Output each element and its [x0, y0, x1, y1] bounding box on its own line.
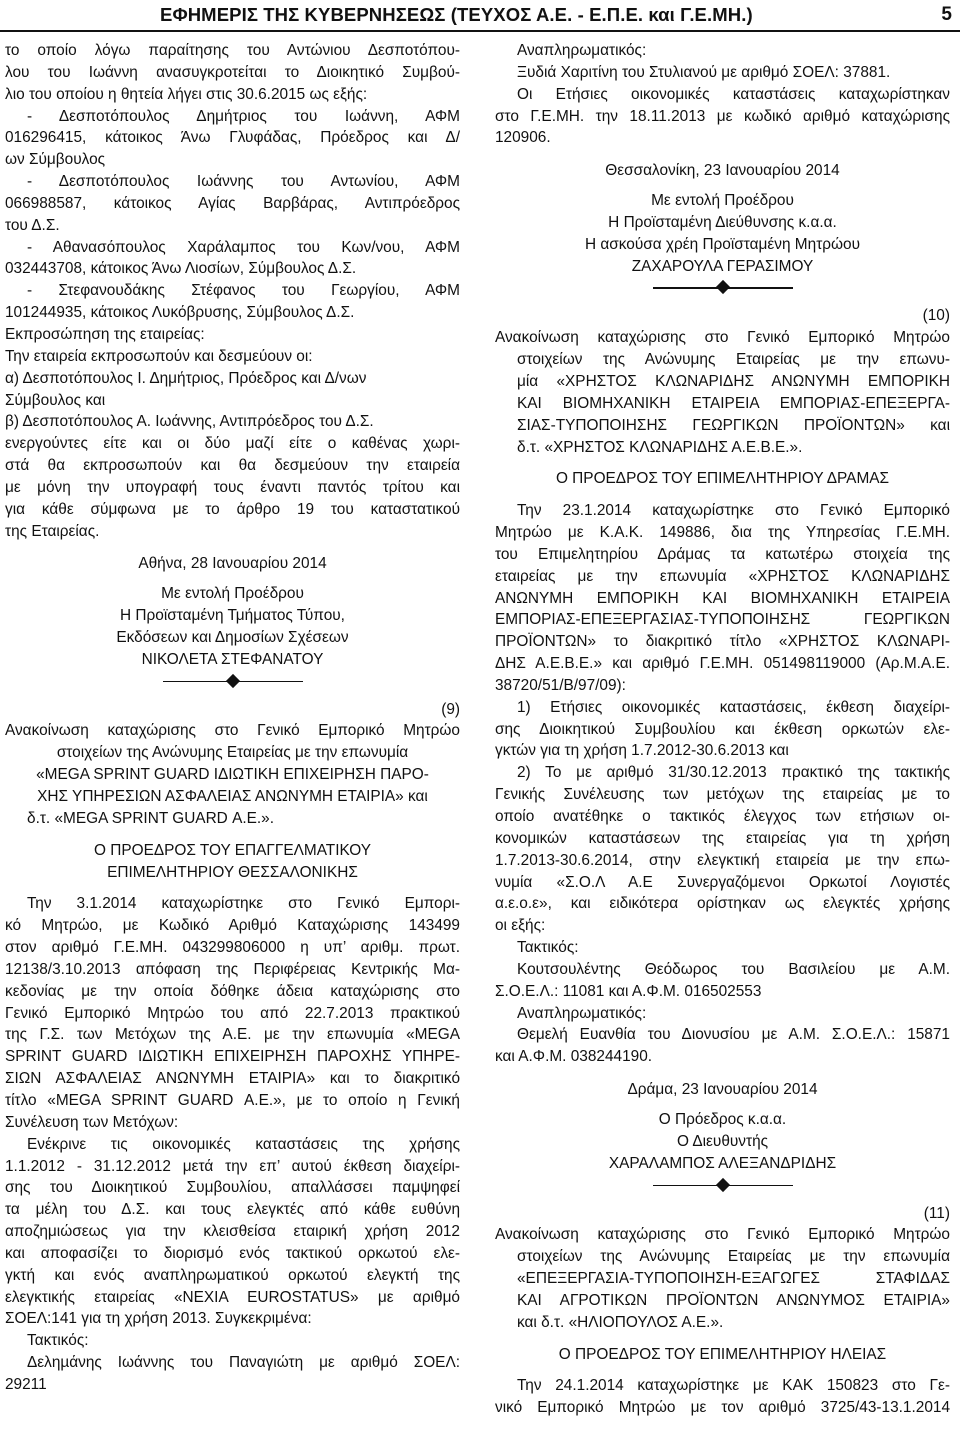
centered-text-line: Θεσσαλονίκη, 23 Ιανουαρίου 2014	[605, 162, 840, 180]
text-line: στοιχείων της Ανώνυμης Εταιρείας με την επωνυ-	[517, 351, 950, 369]
text-line: το οποίο λόγω παραίτησης του Αντώνιου Δεσποτόπου-	[5, 42, 460, 59]
text-line: 120906.	[495, 129, 551, 147]
text-line: νυμία «Σ.Ο.Λ Α.Ε Συνεργαζόμενοι Ορκωτοί Λογιστές	[495, 873, 950, 891]
text-line: β) Δεσποτόπουλος Α. Ιωάννης, Αντιπρόεδρος του Δ.Σ.	[5, 413, 374, 431]
notice-number: (10)	[922, 307, 950, 325]
text-line: Σ.Ο.Ε.Λ.: 11081 και Α.Φ.Μ. 016502553	[495, 982, 762, 1000]
text-line: δ.τ. «MEGA SPRINT GUARD Α.Ε.».	[27, 809, 274, 827]
text-line: γκτών για τη χρήση 1.7.2012-30.6.2013 και	[495, 742, 789, 760]
left-column	[5, 40, 460, 1396]
right-column	[495, 40, 950, 1419]
centered-text-line: Ο ΠΡΟΕΔΡΟΣ ΤΟΥ ΕΠΑΓΓΕΛΜΑΤΙΚΟΥ	[93, 841, 372, 859]
text-line: Τακτικός:	[517, 939, 579, 957]
centered-text-line: Ο Πρόεδρος κ.α.α.	[658, 1110, 787, 1128]
diamond-ornament-icon	[225, 674, 239, 688]
text-line: σης Διοικητικού Συμβουλίου και έκθεση ορκωτών ελε-	[495, 720, 950, 738]
text-line: Την 3.1.2014 καταχωρίστηκε στο Γενικό Εμπορι-	[27, 895, 460, 913]
text-line: της Εταιρείας.	[5, 522, 100, 540]
header-rule	[0, 30, 960, 32]
paragraph-gap	[495, 182, 950, 190]
diamond-ornament-icon	[715, 280, 729, 294]
text-line: κεδονίας με την οποία δόθηκε άδεια καταχώρισης στο	[5, 982, 460, 1000]
text-line: Σύμβουλος και	[5, 391, 106, 409]
text-line: και δ.τ. «ΗΛΙΟΠΟΥΛΟΣ Α.Ε.».	[517, 1313, 724, 1331]
text-line: 066988587, κάτοικος Αγίας Βαρβάρας, Αντιπρόεδρος	[5, 194, 460, 212]
text-line: 1) Ετήσιες οικονομικές καταστάσεις, έκθεση διαχείρι-	[517, 698, 950, 716]
text-line: - Δεσποτόπουλος Δημήτριος του Ιωάννη, ΑΦΜ	[27, 107, 460, 125]
centered-text-line: Αθήνα, 28 Ιανουαρίου 2014	[138, 555, 327, 573]
text-line: στο Γ.Ε.ΜΗ. την 18.11.2013 με κωδικό αριθμό καταχώρισης	[495, 107, 950, 125]
text-line: 1.1.2012 - 31.12.2012 μετά την επ’ αυτού έκθεση διαχείρι-	[5, 1157, 460, 1175]
text-line: Τακτικός:	[27, 1332, 89, 1350]
text-line: Την εταιρεία εκπροσωπούν και δεσμεύουν οι:	[5, 347, 313, 365]
paragraph-gap	[495, 458, 950, 468]
text-line: ΚΑΙ ΒΙΟΜΗΧΑΝΙΚΗ ΕΤΑΙΡΕΙΑ ΕΜΠΟΡΙΑΣ-ΕΠΕΞΕΡΓΑ-	[517, 394, 950, 412]
section-divider	[5, 671, 460, 693]
paragraph-gap	[495, 1334, 950, 1344]
text-line: «ΕΠΕΞΕΡΓΑΣΙΑ-ΤΥΠΟΠΟΙΗΣΗ-ΕΞΑΓΩΓΕΣ ΣΤΑΦΙΔΑΣ	[517, 1270, 950, 1288]
text-line: α) Δεσποτόπουλος Ι. Δημήτριος, Πρόεδρος και Δ/νων	[5, 369, 367, 387]
text-line: ΚΑΙ ΑΓΡΟΤΙΚΩΝ ΠΡΟΪΟΝΤΩΝ ΑΝΩΝΥΜΟΣ ΕΤΑΙΡΙΑ»	[517, 1291, 950, 1309]
text-line: στον αριθμό Γ.Ε.ΜΗ. 043299806000 η υπ’ αριθμ. πρωτ.	[5, 939, 460, 957]
text-line: - Στεφανουδάκης Στέφανος του Γεωργίου, ΑΦΜ	[27, 282, 460, 300]
text-line: 38720/51/Β/97/09):	[495, 676, 626, 694]
text-line: και αποφασίζει το διορισμό ενός τακτικού ορκωτού ελε-	[5, 1244, 460, 1262]
text-line: κό Μητρώο, με Κωδικό Αριθμό Καταχώρισης 143499	[5, 917, 460, 935]
text-line: οι εξής:	[495, 917, 546, 935]
paragraph-gap	[5, 883, 460, 893]
paragraph-gap	[495, 1068, 950, 1079]
paragraph-gap	[5, 575, 460, 583]
text-line: ΑΝΩΝΥΜΗ ΕΜΠΟΡΙΚΗ ΚΑΙ ΒΙΟΜΗΧΑΝΙΚΗ ΕΤΑΙΡΕΙΑ	[495, 589, 950, 607]
text-line: λου του Ιωάννη ανασυγκροτείται το Διοικητικό Συμβού-	[5, 63, 460, 81]
paragraph-gap	[495, 490, 950, 500]
centered-text-line: Η ασκούσα χρέη Προϊσταμένη Μητρώου	[584, 235, 861, 253]
text-line: και Α.Φ.Μ. 038244190.	[495, 1048, 653, 1066]
text-line: οποίο ανατέθηκε ο τακτικός έλεγχος των ετήσιων οι-	[495, 808, 950, 825]
text-line: 032443708, κάτοικος Άνω Λιοσίων, Σύμβουλος Δ.Σ.	[5, 260, 357, 278]
text-line: ΔΗΣ Α.Ε.Β.Ε.» και αριθμό Γ.Ε.ΜΗ. 051498119000 (Αρ.Μ.Α.Ε.	[495, 655, 950, 673]
text-line: «MEGA SPRINT GUARD ΙΔΙΩΤΙΚΗ ΕΠΙΧΕΙΡΗΣΗ ΠΑΡΟ-	[36, 766, 429, 784]
text-line: - Αθανασόπουλος Χαράλαμπος του Κων/νου, ΑΦΜ	[27, 238, 460, 256]
section-divider	[495, 277, 950, 299]
gazette-title: ΕΦΗΜΕΡΙΣ ΤΗΣ ΚΥΒΕΡΝΗΣΕΩΣ (ΤΕΥΧΟΣ Α.Ε. - Ε.Π.Ε. και Γ.Ε.ΜΗ.)	[160, 4, 753, 25]
text-line: τίτλο «MEGA SPRINT GUARD Α.Ε.», με το οποίο η Γενική	[5, 1091, 460, 1109]
text-line: κονομικών καταστάσεων της εταιρείας για τη χρήση	[495, 829, 950, 847]
centered-text-line: ΝΙΚΟΛΕΤΑ ΣΤΕΦΑΝΑΤΟΥ	[141, 650, 324, 668]
text-line: Αναπληρωματικός:	[517, 1004, 647, 1022]
text-line: Γενικό Εμπορικό Μητρώο του από 22.7.2013 πρακτικού	[5, 1004, 460, 1022]
centered-text-line: ΖΑΧΑΡΟΥΛΑ ΓΕΡΑΣΙΜΟΥ	[631, 257, 814, 275]
text-line: εταιρείας με την επωνυμία «ΧΡΗΣΤΟΣ ΚΛΩΝΑΡΙΔΗΣ	[495, 567, 950, 585]
paragraph-gap	[495, 149, 950, 160]
text-line: για κάθε σύμφωνα με το άρθρο 19 του καταστατικού	[5, 500, 460, 518]
text-line: του Δ.Σ.	[5, 216, 60, 234]
paragraph-gap	[5, 830, 460, 840]
paragraph-gap	[495, 1365, 950, 1375]
text-line: αποζημιώσεως για την κλεισθείσα εταιρική χρήση 2012	[5, 1223, 460, 1241]
text-line: Θεμελή Ευανθία του Διονυσίου με Α.Μ. Σ.Ο.Ε.Λ.: 15871	[517, 1026, 950, 1044]
centered-text-line: Ο ΠΡΟΕΔΡΟΣ ΤΟΥ ΕΠΙΜΕΛΗΤΗΡΙΟΥ ΗΛΕΙΑΣ	[558, 1345, 887, 1363]
text-line: ΧΗΣ ΥΠΗΡΕΣΙΩΝ ΑΣΦΑΛΕΙΑΣ ΑΝΩΝΥΜΗ ΕΤΑΙΡΙΑ» και	[37, 788, 428, 805]
text-line: ων Σύμβουλος	[5, 151, 106, 169]
notice-number: (11)	[923, 1204, 950, 1222]
centered-text-line: Η Προϊσταμένη Τμήματος Τύπου,	[120, 607, 345, 625]
text-line: 016296415, κάτοικος Άνω Γλυφάδας, Πρόεδρος και Δ/	[5, 129, 460, 147]
text-line: 101244935, κάτοικος Λυκόβρυσης, Σύμβουλος Δ.Σ.	[5, 304, 355, 322]
text-line: στοιχείων της Ανώνυμης Εταιρείας με την επωνυμία	[56, 744, 409, 762]
text-line: Κουτσουλέντης Θεόδωρος του Βασιλείου με Α.Μ.	[517, 960, 950, 978]
text-line: στά θα εκπροσωπούν και θα δεσμεύουν την εταιρεία	[5, 457, 460, 475]
centered-text-line: Εκδόσεων και Δημοσίων Σχέσεων	[116, 628, 349, 646]
page-header	[0, 0, 960, 38]
text-line: Εκπροσώπηση της εταιρείας:	[5, 325, 205, 343]
centered-text-line: Ο Διευθυντής	[676, 1132, 769, 1150]
page-number: 5	[941, 4, 952, 25]
diamond-ornament-icon	[715, 1177, 729, 1191]
text-line: σης του Διοικητικού Συμβουλίου, απαλλάσσει παμψηφεί	[5, 1179, 460, 1197]
text-line: νικό Εμπορικό Μητρώο με τον αριθμό 3725/43-13.1.2014	[495, 1399, 950, 1417]
text-line: Ανακοίνωση καταχώρισης στο Γενικό Εμπορικό Μητρώο	[495, 1226, 950, 1244]
text-line: α.ε.ο.ε», και ειδικότερα ορίστηκαν ως ελεγκτές χρήσης	[495, 895, 950, 913]
text-line: SPRINT GUARD ΙΔΙΩΤΙΚΗ ΕΠΙΧΕΙΡΗΣΗ ΠΑΡΟΧΗΣ ΥΠΗΡΕ-	[5, 1048, 460, 1066]
text-line: τα μέλη του Δ.Σ. και τους ελεγκτές από κάθε ευθύνη	[5, 1201, 460, 1219]
text-line: λιο του οποίου η θητεία λήγει στις 30.6.2015 ως εξής:	[5, 85, 368, 103]
text-line: 12138/3.10.2013 απόφαση της Περιφέρειας Κεντρικής Μα-	[5, 960, 460, 978]
section-divider	[495, 1175, 950, 1197]
centered-text-line: Δράμα, 23 Ιανουαρίου 2014	[627, 1081, 818, 1099]
text-line: στοιχείων της Ανώνυμης Εταιρείας με την επωνυμία	[517, 1248, 950, 1266]
text-line: ενεργούντες είτε και οι δύο μαζί είτε ο καθένας χωρι-	[5, 435, 460, 453]
text-line: ΣΙΑΣ-ΤΥΠΟΠΟΙΗΣΗΣ ΓΕΩΡΓΙΚΩΝ ΠΡΟΪΟΝΤΩΝ» και	[517, 416, 950, 434]
text-line: της Γ.Σ. των Μετόχων της Α.Ε. με την επωνυμία «MEGA	[5, 1026, 460, 1044]
notice-number: (9)	[441, 700, 460, 718]
text-line: Συνέλευση των Μετόχων:	[5, 1113, 179, 1131]
text-line: Ανακοίνωση καταχώρισης στο Γενικό Εμπορικό Μητρώο	[5, 722, 460, 740]
text-line: Ξυδιά Χαριτίνη του Στυλιανού με αριθμό ΣΟΕΛ: 37881.	[517, 63, 891, 81]
text-line: Την 23.1.2014 καταχωρίστηκε στο Γενικό Εμπορικό	[517, 502, 950, 520]
text-line: ΕΜΠΟΡΙΑΣ-ΕΠΕΞΕΡΓΑΣΙΑΣ-ΤΥΠΟΠΟΙΗΣΗΣ ΓΕΩΡΓΙΚΩΝ	[495, 611, 950, 629]
text-line: Αναπληρωματικός:	[517, 42, 647, 59]
text-line: γκτή και ενός αναπληρωματικού ορκωτού ελεγκτή της	[5, 1266, 460, 1284]
text-line: ΣΟΕΛ:141 για τη χρήση 2013. Συγκεκριμένα:	[5, 1310, 312, 1328]
text-line: Γενικής Συνέλευσης των μετόχων της εταιρείας με το	[495, 786, 950, 804]
paragraph-gap	[495, 1101, 950, 1109]
paragraph-gap	[5, 542, 460, 553]
text-line: - Δεσποτόπουλος Ιωάννης του Αντωνίου, ΑΦΜ	[27, 173, 460, 191]
text-line: Ανακοίνωση καταχώρισης στο Γενικό Εμπορικό Μητρώο	[495, 329, 950, 347]
centered-text-line: Με εντολή Προέδρου	[651, 192, 794, 210]
text-line: Την 24.1.2014 καταχωρίστηκε με ΚΑΚ 150823 στο Γε-	[517, 1377, 950, 1395]
text-line: 2) Το με αριθμό 31/30.12.2013 πρακτικό της τακτικής	[517, 764, 950, 782]
text-line: δ.τ. «ΧΡΗΣΤΟΣ ΚΛΩΝΑΡΙΔΗΣ Α.Ε.Β.Ε.».	[517, 438, 803, 456]
text-line: 29211	[5, 1375, 47, 1393]
text-line: με μόνη την υπογραφή τους έναντι παντός τρίτου και	[5, 478, 460, 496]
text-line: του Επιμελητηρίου Δράμας τα κατωτέρω στοιχεία της	[495, 545, 950, 563]
centered-text-line: Η Προϊσταμένη Διεύθυνσης κ.α.α.	[608, 213, 837, 231]
text-line: 1.7.2013-30.6.2014, στην ελεγκτική εταιρεία με την επω-	[495, 851, 950, 869]
centered-text-line: Με εντολή Προέδρου	[161, 585, 304, 603]
text-line: Ενέκρινε τις οικονομικές καταστάσεις της χρήσης	[27, 1135, 460, 1153]
centered-text-line: ΧΑΡΑΛΑΜΠΟΣ ΑΛΕΞΑΝΔΡΙΔΗΣ	[608, 1154, 837, 1172]
text-line: Μητρώο με Κ.Α.Κ. 149886, δια της Υπηρεσίας Γ.Ε.ΜΗ.	[495, 524, 950, 542]
text-line: ελεγκτικής εταιρείας «NEXIA EUROSTATUS» με αριθμό	[5, 1288, 460, 1306]
text-line: μία «ΧΡΗΣΤΟΣ ΚΛΩΝΑΡΙΔΗΣ ΑΝΩΝΥΜΗ ΕΜΠΟΡΙΚΗ	[517, 372, 950, 390]
text-line: ΠΡΟΪΟΝΤΩΝ» το διακριτικό τίτλο «ΧΡΗΣΤΟΣ ΚΛΩΝΑΡΙ-	[495, 633, 950, 651]
text-line: Δεληµάνης Ιωάννης του Παναγιώτη με αριθμό ΣΟΕΛ:	[27, 1354, 460, 1372]
text-line: ΣΙΩΝ ΑΣΦΑΛΕΙΑΣ ΑΝΩΝΥΜΗ ΕΤΑΙΡΙΑ» και το διακριτικό	[5, 1070, 460, 1088]
centered-text-line: Ο ΠΡΟΕΔΡΟΣ ΤΟΥ ΕΠΙΜΕΛΗΤΗΡΙΟΥ ΔΡΑΜΑΣ	[555, 470, 890, 488]
centered-text-line: ΕΠΙΜΕΛΗΤΗΡΙΟΥ ΘΕΣΣΑΛΟΝΙΚΗΣ	[107, 863, 358, 881]
text-line: Οι Ετήσιες οικονομικές καταστάσεις καταχωρίστηκαν	[517, 85, 950, 103]
